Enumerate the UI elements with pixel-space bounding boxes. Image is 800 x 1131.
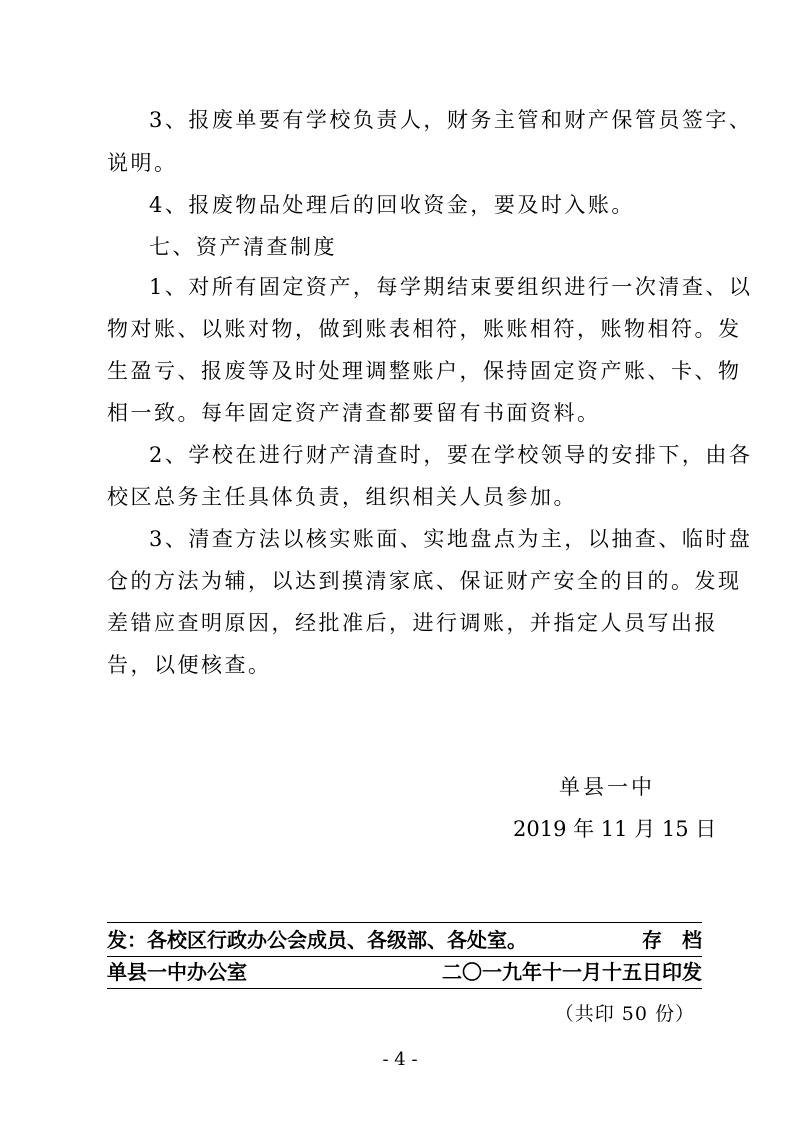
distribution-text: 发：各校区行政办公会成员、各级部、各处室。 <box>107 928 527 952</box>
body-line: 1、对所有固定资产，每学期结束要组织进行一次清查、以 <box>149 275 753 299</box>
section-heading: 七、资产清查制度 <box>149 235 337 259</box>
body-line: 说明。 <box>107 151 178 175</box>
body-line: 仓的方法为辅，以达到摸清家底、保证财产安全的目的。发现 <box>107 569 742 593</box>
body-line: 差错应查明原因，经批准后，进行调账，并指定人员写出报 <box>107 611 718 635</box>
archive-label: 存 档 <box>642 928 702 952</box>
print-date: 二〇一九年十一月十五日印发 <box>442 960 702 984</box>
page-number: - 4 - <box>382 1049 418 1070</box>
signature-org: 单县一中 <box>559 775 655 799</box>
body-line: 告，以便核查。 <box>107 653 272 677</box>
signature-date: 2019 年 11 月 15 日 <box>513 817 717 841</box>
body-line: 相一致。每年固定资产清查都要留有书面资料。 <box>107 401 601 425</box>
body-line: 3、清查方法以核实账面、实地盘点为主，以抽查、临时盘 <box>149 527 753 551</box>
body-line: 2、学校在进行财产清查时，要在学校领导的安排下，由各 <box>149 443 753 467</box>
body-line: 4、报废物品处理后的回收资金，要及时入账。 <box>149 193 635 217</box>
footer-top-rule <box>107 922 702 923</box>
issuing-office: 单县一中办公室 <box>107 960 247 984</box>
footer-bottom-rule <box>107 988 702 989</box>
body-line: 生盈亏、报废等及时处理调整账户，保持固定资产账、卡、物 <box>107 359 742 383</box>
copies-count: （共印 50 份） <box>554 1003 695 1025</box>
body-line: 校区总务主任具体负责，组织相关人员参加。 <box>107 485 577 509</box>
body-line: 物对账、以账对物，做到账表相符，账账相符，账物相符。发 <box>107 317 742 341</box>
body-line: 3、报废单要有学校负责人，财务主管和财产保管员签字、 <box>149 108 753 132</box>
